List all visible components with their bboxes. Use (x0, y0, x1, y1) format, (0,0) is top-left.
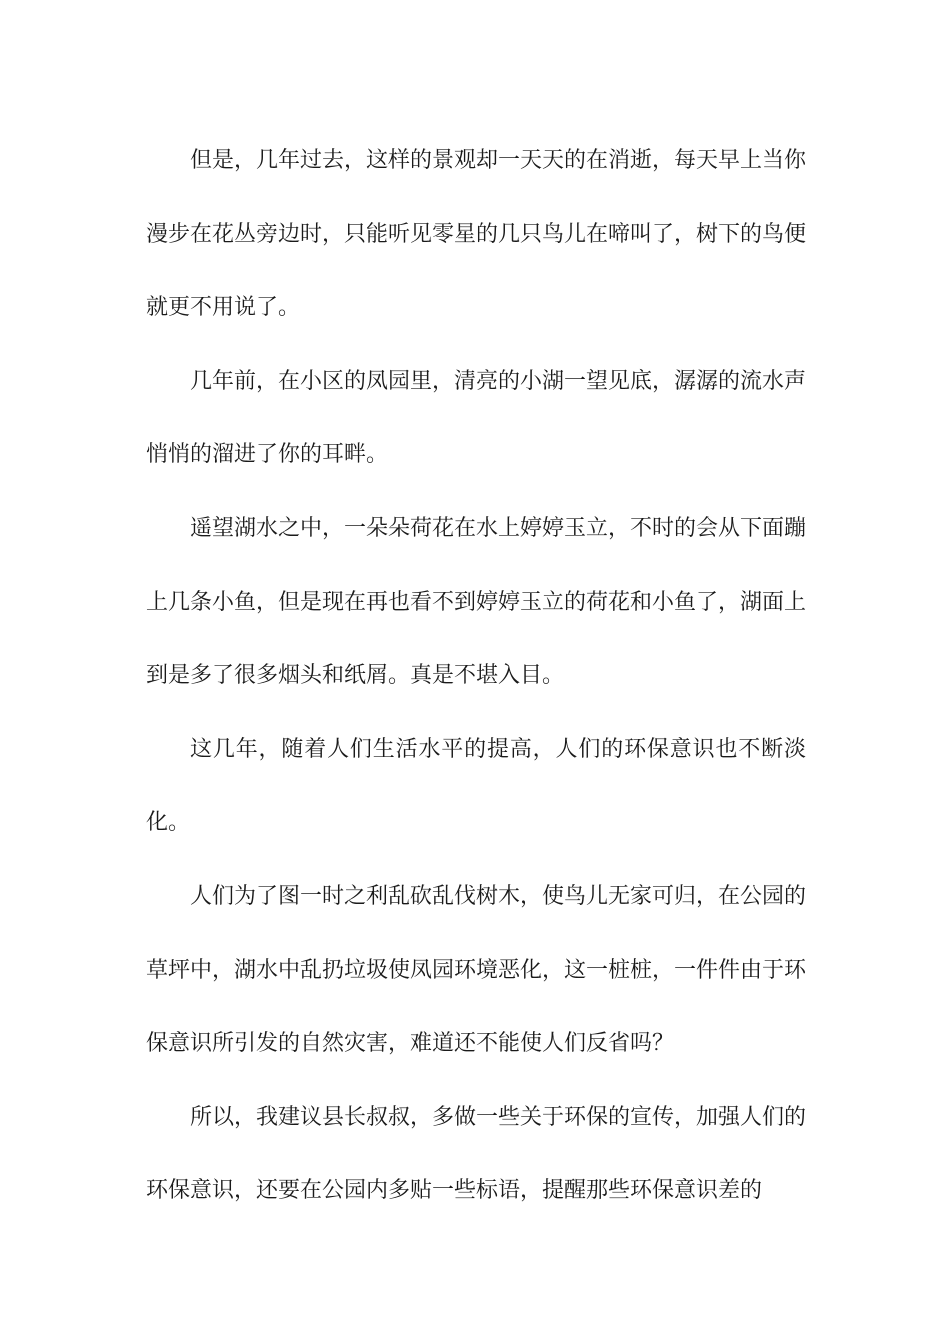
paragraph: 但是，几年过去，这样的景观却一天天的在消逝，每天早上当你漫步在花丛旁边时，只能听见零星的几只鸟儿在啼叫了，树下的鸟便就更不用说了。 (146, 148, 807, 321)
paragraph: 所以，我建议县长叔叔，多做一些关于环保的宣传，加强人们的环保意识，还要在公园内多贴一些标语，提醒那些环保意识差的 (146, 1104, 807, 1204)
paragraph: 人们为了图一时之利乱砍乱伐树木，使鸟儿无家可归，在公园的草坪中，湖水中乱扔垃圾使凤园环境恶化，这一桩桩，一件件由于环保意识所引发的自然灾害，难道还不能使人们反省吗？ (146, 883, 807, 1057)
paragraph: 这几年，随着人们生活水平的提高，人们的环保意识也不断淡化。 (146, 736, 806, 836)
paragraph: 几年前，在小区的凤园里，清亮的小湖一望见底，潺潺的流水声悄悄的溜进了你的耳畔。 (146, 368, 807, 468)
paragraph: 遥望湖水之中，一朵朵荷花在水上婷婷玉立，不时的会从下面蹦上几条小鱼，但是现在再也看不到婷婷玉立的荷花和小鱼了，湖面上到是多了很多烟头和纸屑。真是不堪入目。 (146, 515, 807, 689)
document-body (146, 124, 806, 1228)
